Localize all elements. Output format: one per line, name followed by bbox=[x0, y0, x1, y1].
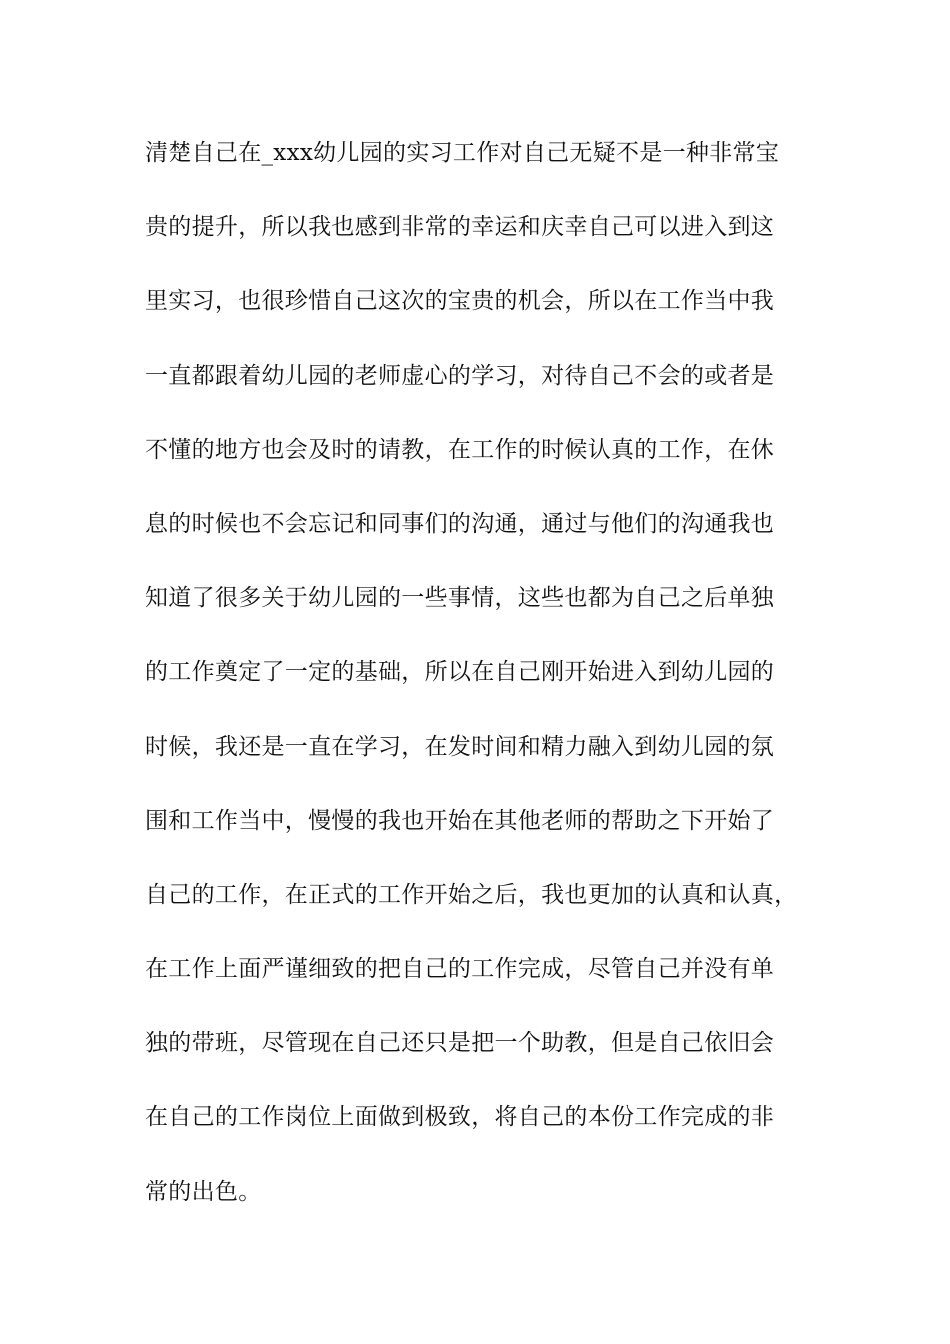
text-line-8: 的工作奠定了一定的基础，所以在自己刚开始进入到幼儿园的 bbox=[145, 659, 775, 686]
text-line-3: 里实习，也很珍惜自己这次的宝贵的机会，所以在工作当中我 bbox=[145, 288, 775, 315]
text-line-6: 息的时候也不会忘记和同事们的沟通，通过与他们的沟通我也 bbox=[145, 510, 775, 537]
text-line-9: 时候，我还是一直在学习，在发时间和精力融入到幼儿园的氛 bbox=[145, 733, 775, 760]
text-line-11: 自己的工作，在正式的工作开始之后，我也更加的认真和认真， bbox=[145, 881, 798, 908]
body-paragraph bbox=[145, 133, 845, 1246]
text-line-4: 一直都跟着幼儿园的老师虚心的学习，对待自己不会的或者是 bbox=[145, 362, 775, 389]
text-line-2: 贵的提升，所以我也感到非常的幸运和庆幸自己可以进入到这 bbox=[145, 214, 775, 241]
text-line-14: 在自己的工作岗位上面做到极致，将自己的本份工作完成的非 bbox=[145, 1104, 775, 1131]
text-line-5: 不懂的地方也会及时的请教，在工作的时候认真的工作，在休 bbox=[145, 436, 775, 463]
text-line-1: 清楚自己在_xxx幼儿园的实习工作对自己无疑不是一种非常宝 bbox=[145, 140, 780, 166]
text-line-12: 在工作上面严谨细致的把自己的工作完成，尽管自己并没有单 bbox=[145, 956, 775, 983]
text-line-13: 独的带班，尽管现在自己还只是把一个助教，但是自己依旧会 bbox=[145, 1030, 775, 1057]
text-line-15: 常的出色。 bbox=[145, 1178, 262, 1205]
text-line-7: 知道了很多关于幼儿园的一些事情，这些也都为自己之后单独 bbox=[145, 585, 775, 612]
text-line-10: 围和工作当中，慢慢的我也开始在其他老师的帮助之下开始了 bbox=[145, 807, 775, 834]
